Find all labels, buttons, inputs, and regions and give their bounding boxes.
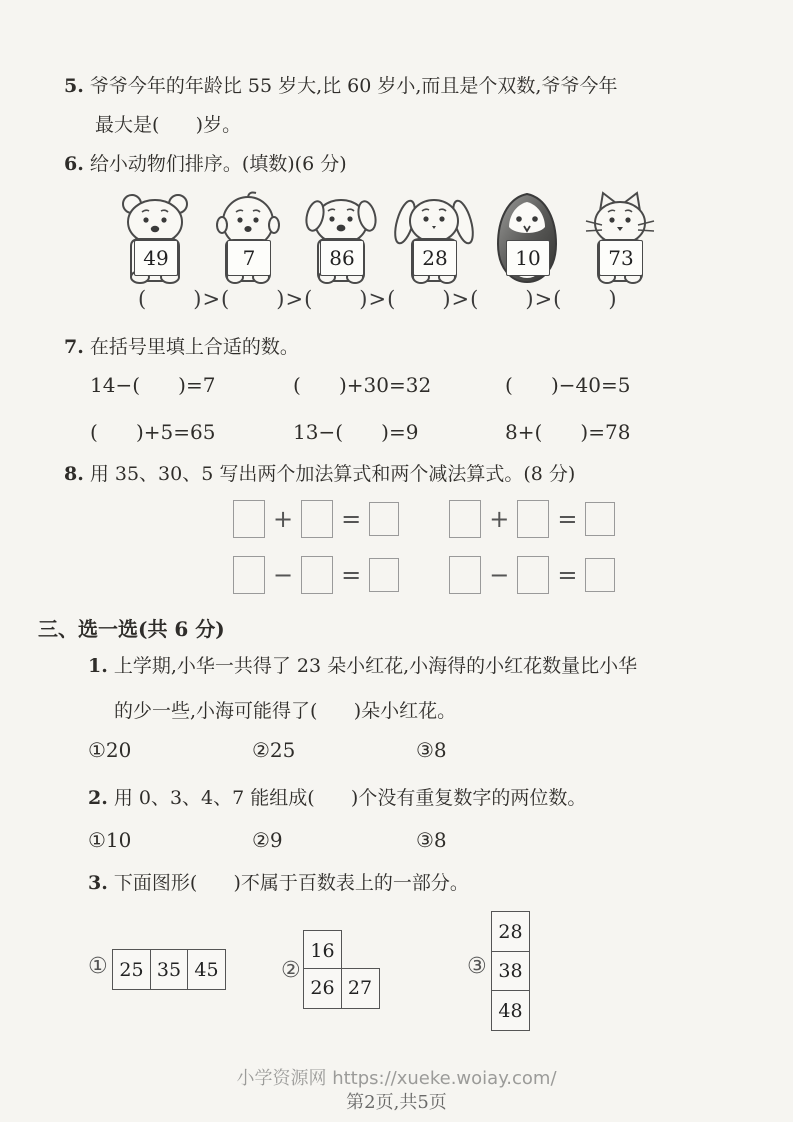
figure-3-label: ③ <box>467 954 487 979</box>
figure-1-cells <box>112 949 226 990</box>
plus-sign: + <box>489 505 510 533</box>
subtraction-equation-2 <box>449 556 615 594</box>
question-6-title: 给小动物们排序。(填数)(6 分) <box>89 153 347 175</box>
answer-box <box>449 556 481 594</box>
option-2: ②25 <box>252 738 296 762</box>
question-8-number: 8. <box>64 463 84 485</box>
option-3: ③8 <box>416 738 447 762</box>
plus-sign: + <box>273 505 294 533</box>
addition-equation-1 <box>233 500 399 538</box>
option-2: ②9 <box>252 828 283 852</box>
number-card <box>227 240 271 276</box>
answer-box <box>369 502 399 536</box>
equation-blank: ( )+5=65 <box>90 420 216 444</box>
question-7-header <box>64 334 299 360</box>
question-6-number: 6. <box>64 153 84 175</box>
question-7-equations-row-2 <box>90 420 730 444</box>
section-3-title: 三、选一选 <box>38 617 138 641</box>
number-card <box>599 240 643 276</box>
choice-question-1-line-1: 1. 上学期,小华一共得了 23 朵小红花,小海得的小红花数量比小华 <box>88 655 638 677</box>
figure-3-cells <box>491 911 530 1031</box>
animal-penguin <box>485 189 569 285</box>
question-8-subtraction-row <box>233 556 615 594</box>
grid-cell: 27 <box>341 968 380 1009</box>
question-5-line-1 <box>64 73 617 99</box>
choice-question-1-line-2: 的少一些,小海可能得了( )朵小红花。 <box>114 700 457 722</box>
choice-question-1-number: 1. <box>88 655 108 677</box>
grid-cell: 25 <box>112 949 151 990</box>
animal-bear <box>113 189 197 285</box>
section-3-header <box>38 613 225 642</box>
answer-box <box>585 558 615 592</box>
question-8-addition-row <box>233 500 615 538</box>
question-5-text: 爷爷今年的年龄比 55 岁大,比 60 岁小,而且是个双数,爷爷今年 <box>89 75 618 97</box>
choice-question-1-options <box>88 738 447 762</box>
card-number: 73 <box>608 246 634 270</box>
equation-blank: ( )−40=5 <box>505 373 631 397</box>
option-1: ①20 <box>88 738 132 762</box>
addition-equation-2 <box>449 500 615 538</box>
minus-sign: − <box>489 561 510 589</box>
animal-monkey <box>206 189 290 285</box>
equation-blank: 13−( )=9 <box>293 420 419 444</box>
equals-sign: = <box>557 505 578 533</box>
figure-2-bottom-cells <box>303 968 380 1009</box>
question-5-number: 5. <box>64 75 84 97</box>
equals-sign: = <box>341 561 362 589</box>
footer-site-url: 小学资源网 https://xueke.woiay.com/ <box>236 1068 557 1089</box>
card-number: 7 <box>242 246 256 270</box>
grid-cell: 28 <box>491 911 530 952</box>
animal-dog <box>299 189 383 285</box>
question-5-line-2: 最大是( )岁。 <box>95 114 242 136</box>
choice-question-3: 3. 下面图形( )不属于百数表上的一部分。 <box>88 872 469 894</box>
answer-box <box>517 500 549 538</box>
answer-box <box>233 500 265 538</box>
animal-rabbit <box>392 189 476 285</box>
grid-cell: 48 <box>491 990 530 1031</box>
equation-blank: ( )+30=32 <box>293 373 432 397</box>
figure-1-label: ① <box>88 954 108 979</box>
answer-box <box>517 556 549 594</box>
figures-area <box>0 905 793 1040</box>
card-number: 10 <box>515 246 541 270</box>
choice-question-3-number: 3. <box>88 872 108 894</box>
grid-cell: 26 <box>303 968 342 1009</box>
card-number: 49 <box>143 246 169 270</box>
option-3: ③8 <box>416 828 447 852</box>
grid-cell: 35 <box>150 949 189 990</box>
equals-sign: = <box>341 505 362 533</box>
question-8-header <box>64 461 575 487</box>
grid-cell: 16 <box>303 930 342 971</box>
ordering-blanks: ( )>( )>( )>( )>( )>( ) <box>138 287 618 311</box>
equation-blank: 14−( )=7 <box>90 373 216 397</box>
number-card <box>413 240 457 276</box>
question-7-title: 在括号里填上合适的数。 <box>89 336 299 358</box>
figure-2-top-cell <box>303 930 342 971</box>
number-card <box>320 240 364 276</box>
answer-box <box>369 558 399 592</box>
section-3-score: (共 6 分) <box>138 617 225 641</box>
number-card <box>506 240 550 276</box>
card-number: 86 <box>329 246 355 270</box>
card-number: 28 <box>422 246 448 270</box>
figure-2-label: ② <box>281 958 301 983</box>
question-7-number: 7. <box>64 336 84 358</box>
animal-cards-row <box>113 189 662 285</box>
answer-box <box>585 502 615 536</box>
grid-cell: 45 <box>187 949 226 990</box>
equation-blank: 8+( )=78 <box>505 420 631 444</box>
answer-box <box>301 556 333 594</box>
answer-box <box>233 556 265 594</box>
answer-box <box>301 500 333 538</box>
question-7-equations-row-1 <box>90 373 730 397</box>
choice-question-2-number: 2. <box>88 787 108 809</box>
subtraction-equation-1 <box>233 556 399 594</box>
question-6-header <box>64 151 347 177</box>
grid-cell: 38 <box>491 951 530 992</box>
footer-page-number: 第2页,共5页 <box>346 1092 447 1113</box>
option-1: ①10 <box>88 828 132 852</box>
number-card <box>134 240 178 276</box>
equals-sign: = <box>557 561 578 589</box>
minus-sign: − <box>273 561 294 589</box>
choice-question-2: 2. 用 0、3、4、7 能组成( )个没有重复数字的两位数。 <box>88 787 587 809</box>
question-8-title: 用 35、30、5 写出两个加法算式和两个减法算式。(8 分) <box>89 463 576 485</box>
choice-question-2-options <box>88 828 447 852</box>
animal-cat <box>578 189 662 285</box>
answer-box <box>449 500 481 538</box>
